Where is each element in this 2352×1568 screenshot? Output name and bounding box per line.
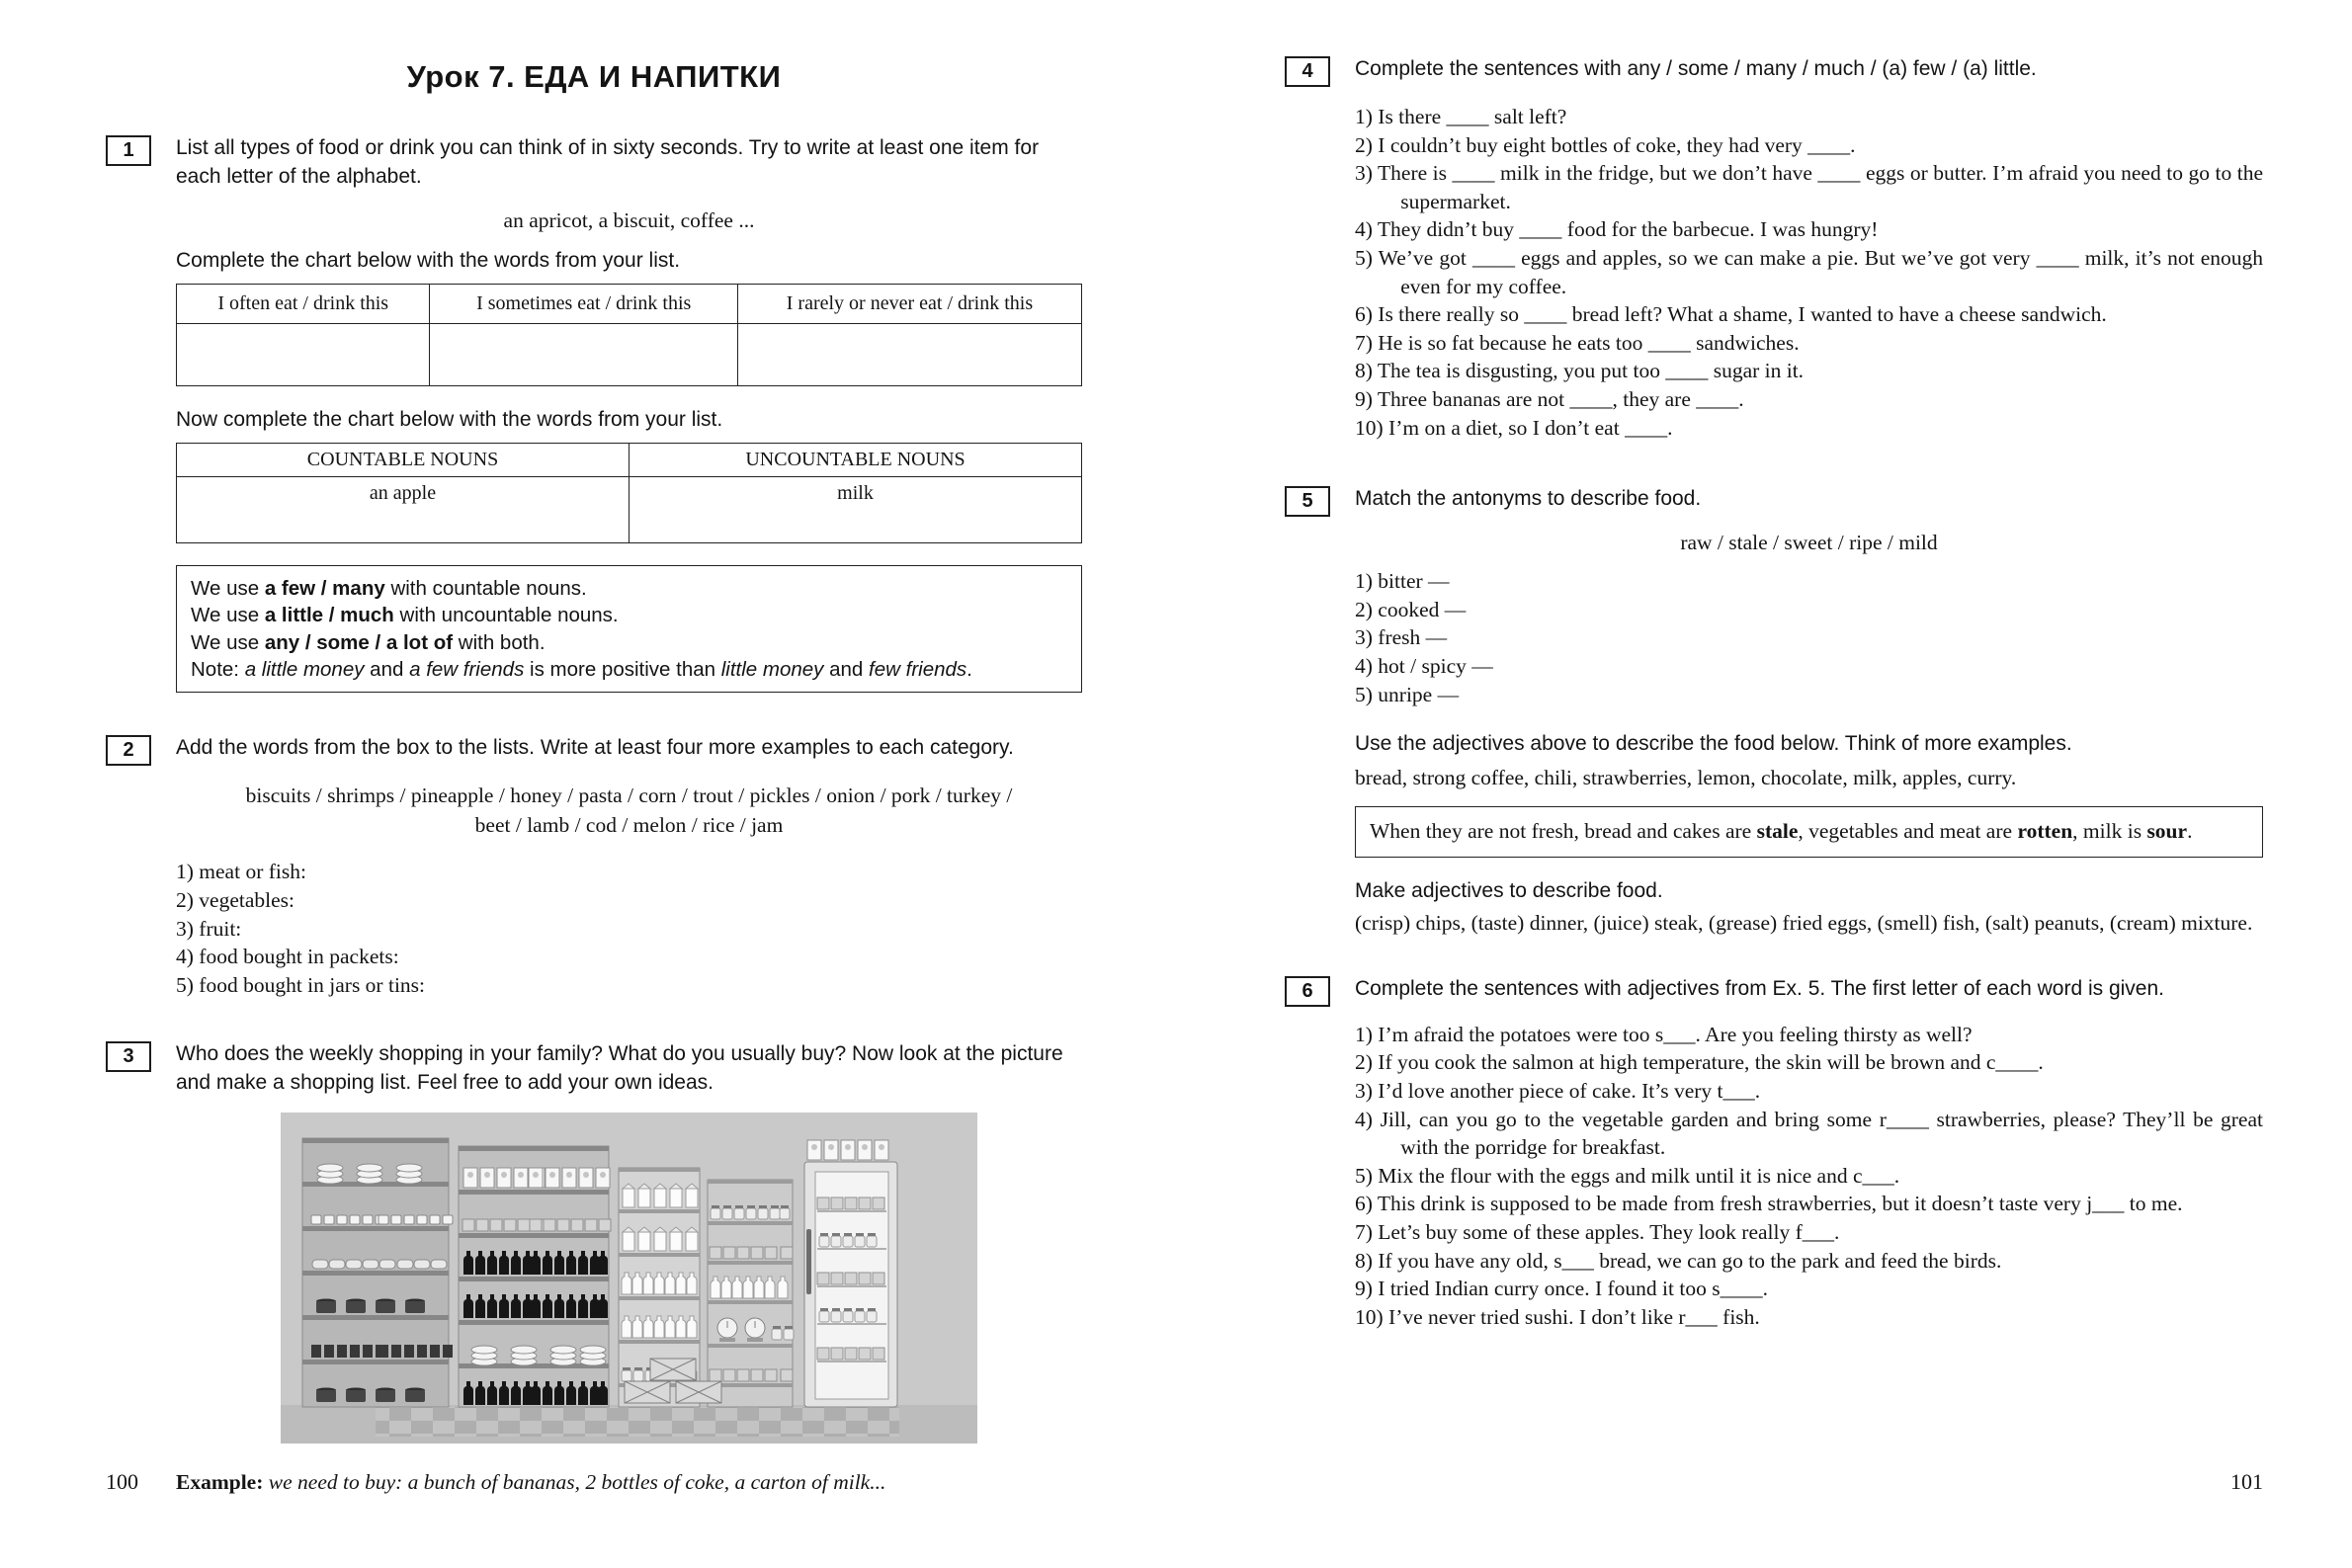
- vocabulary-note-box: [1355, 806, 2263, 858]
- fridge-unit: [804, 1140, 897, 1407]
- antonym-item: 3) fresh —: [1355, 625, 1448, 650]
- exercise-1-example: an apricot, a biscuit, coffee ...: [503, 208, 755, 233]
- grammar-rule-box: [176, 565, 1082, 693]
- exercise-5-word-line: raw / stale / sweet / ripe / mild: [1680, 531, 1938, 555]
- exercise-2-instruction: Add the words from the box to the lists. Write at least four more examples to each category.: [176, 736, 1014, 760]
- rule-line-note: Note: a little money and a few friends is more positive than little money and few friends.: [191, 657, 972, 681]
- frequency-chart-empty-row: [177, 324, 1082, 386]
- bottle-shelf-unit: [459, 1146, 611, 1407]
- sentence-item: 8) If you have any old, s___ bread, we can go to the park and feed the birds.: [1355, 1248, 2002, 1273]
- frequency-chart-header-sometimes: I sometimes eat / drink this: [430, 285, 737, 324]
- exercise-2-category-list: [176, 858, 1082, 999]
- exercise-5-make-line: (crisp) chips, (taste) dinner, (juice) steak, (grease) fried eggs, (smell) fish, (salt) peanuts, (cream) mixture.: [1355, 910, 2253, 935]
- nouns-chart-header-row: [177, 444, 1082, 477]
- exercise-4-sentences: [1355, 103, 2263, 442]
- chart1-caption: Complete the chart below with the words from your list.: [176, 249, 681, 273]
- rule-line-both: We use any / some / a lot of with both.: [191, 630, 546, 654]
- dishware-shelf-unit: [302, 1138, 453, 1407]
- exercise-6-sentences: [1355, 1021, 2263, 1332]
- sentence-item: 7) He is so fat because he eats too ____ sandwiches.: [1355, 330, 1800, 355]
- category-item: 4) food bought in packets:: [176, 945, 399, 969]
- sentence-item: 5) We’ve got ____ eggs and apples, so we can make a pie. But we’ve got very ____ milk, it’s not enough even for my coffee.: [1355, 245, 2263, 298]
- exercise-5-make-instruction: Make adjectives to describe food.: [1355, 878, 1663, 902]
- exercise-2-number-badge: 2: [106, 735, 151, 766]
- exercise-5-food-line: bread, strong coffee, chili, strawberries, lemon, chocolate, milk, apples, curry.: [1355, 766, 2017, 790]
- exercise-2-content: [176, 782, 1082, 999]
- sentence-item: 7) Let’s buy some of these apples. They look really f___.: [1355, 1219, 1840, 1244]
- example-label: Example:: [176, 1470, 264, 1495]
- sentence-item: 4) Jill, can you go to the vegetable garden and bring some r____ strawberries, please? They’ll be great with the porridge for breakfast.: [1355, 1107, 2263, 1160]
- exercise-1-header: [106, 134, 1082, 191]
- exercise-5: [1285, 485, 2263, 936]
- exercise-5-antonym-list: [1355, 567, 2263, 708]
- sentence-item: 10) I’m on a diet, so I don’t eat ____.: [1355, 415, 1673, 440]
- exercise-1-number-badge: 1: [106, 135, 151, 166]
- exercise-4-number-badge: 4: [1285, 56, 1330, 87]
- category-item: 3) fruit:: [176, 916, 242, 941]
- sentence-item: 9) Three bananas are not ____, they are ____.: [1355, 386, 1744, 411]
- exercise-4-instruction: Complete the sentences with any / some / many / much / (a) few / (a) little.: [1355, 57, 2037, 80]
- exercise-3: [106, 1040, 1082, 1495]
- sentence-item: 1) I’m afraid the potatoes were too s___. Are you feeling thirsty as well?: [1355, 1022, 1973, 1046]
- antonym-item: 2) cooked —: [1355, 597, 1467, 621]
- lesson-title: Урок 7. ЕДА И НАПИТКИ: [406, 59, 782, 94]
- page-number-left: 100: [106, 1469, 138, 1494]
- chart2-caption: Now complete the chart below with the words from your list.: [176, 408, 723, 432]
- sentence-item: 3) I’d love another piece of cake. It’s very t___.: [1355, 1078, 1761, 1103]
- rule-line-countable: We use a few / many with countable nouns.: [191, 577, 587, 601]
- antonym-item: 5) unripe —: [1355, 682, 1460, 706]
- exercise-6-header: [1285, 975, 2263, 1007]
- exercise-2-word-box: biscuits / shrimps / pineapple / honey / pasta / corn / trout / pickles / onion / pork / turkey / beet / lamb / cod / melon / rice / jam: [245, 784, 1013, 837]
- exercise-6-number-badge: 6: [1285, 976, 1330, 1007]
- page-101: [1176, 0, 2352, 1568]
- antonym-item: 1) bitter —: [1355, 569, 1450, 594]
- exercise-2: [106, 734, 1082, 999]
- sentence-item: 9) I tried Indian curry once. I found it too s____.: [1355, 1277, 1768, 1301]
- sentence-item: 4) They didn’t buy ____ food for the barbecue. I was hungry!: [1355, 217, 1879, 242]
- sentence-item: 2) I couldn’t buy eight bottles of coke, they had very ____.: [1355, 132, 1856, 157]
- frequency-chart-empty-cell: [430, 324, 737, 386]
- nouns-chart: [176, 443, 1082, 543]
- sentence-item: 6) This drink is supposed to be made from fresh strawberries, but it doesn’t taste very j___ to me.: [1355, 1192, 2183, 1216]
- sentence-item: 10) I’ve never tried sushi. I don’t like r___ fish.: [1355, 1304, 1760, 1329]
- nouns-chart-data-row: [177, 477, 1082, 543]
- exercise-3-number-badge: 3: [106, 1041, 151, 1072]
- frequency-chart-header-often: I often eat / drink this: [177, 285, 430, 324]
- exercise-5-number-badge: 5: [1285, 486, 1330, 517]
- supermarket-illustration: [281, 1113, 977, 1444]
- exercise-6-instruction: Complete the sentences with adjectives from Ex. 5. The first letter of each word is given.: [1355, 976, 2164, 1000]
- frequency-chart-empty-cell: [737, 324, 1081, 386]
- nouns-chart-header-uncountable: UNCOUNTABLE NOUNS: [630, 444, 1082, 477]
- frequency-chart: [176, 284, 1082, 386]
- exercise-1-instruction: List all types of food or drink you can think of in sixty seconds. Try to write at least one item for each letter of the alphabet.: [176, 136, 1040, 188]
- frequency-chart-header-row: [177, 285, 1082, 324]
- exercise-5-use-instruction: Use the adjectives above to describe the food below. Think of more examples.: [1355, 732, 2072, 756]
- exercise-4-header: [1285, 55, 2263, 87]
- frequency-chart-header-rarely: I rarely or never eat / drink this: [737, 285, 1081, 324]
- exercise-3-instruction: Who does the weekly shopping in your family? What do you usually buy? Now look at the picture and make a shopping list. Feel free to add your own ideas.: [176, 1042, 1063, 1094]
- category-item: 5) food bought in jars or tins:: [176, 972, 426, 997]
- exercise-3-example: [176, 1470, 1082, 1495]
- frequency-chart-empty-cell: [177, 324, 430, 386]
- exercise-1-content: [176, 208, 1082, 693]
- sentence-item: 2) If you cook the salmon at high temperature, the skin will be brown and c____.: [1355, 1050, 2044, 1075]
- vocabulary-note-text: When they are not fresh, bread and cakes are stale, vegetables and meat are rotten, milk is sour.: [1370, 819, 2193, 844]
- exercise-3-header: [106, 1040, 1082, 1097]
- exercise-5-instruction: Match the antonyms to describe food.: [1355, 487, 1702, 511]
- exercise-3-content: [176, 1113, 1082, 1495]
- category-item: 1) meat or fish:: [176, 860, 306, 884]
- exercise-2-header: [106, 734, 1082, 766]
- sentence-item: 3) There is ____ milk in the fridge, but we don’t have ____ eggs or butter. I’m afraid you need to go to the supermarket.: [1355, 161, 2263, 213]
- rule-line-uncountable: We use a little / much with uncountable nouns.: [191, 604, 619, 627]
- floor-tiles: [376, 1407, 899, 1437]
- exercise-1: [106, 134, 1082, 693]
- picture-container: [176, 1113, 1082, 1448]
- exercise-6: [1285, 975, 2263, 1332]
- sentence-item: 1) Is there ____ salt left?: [1355, 105, 1567, 128]
- sentence-item: 8) The tea is disgusting, you put too ____ sugar in it.: [1355, 359, 1805, 383]
- exercise-5-header: [1285, 485, 2263, 517]
- grocery-shelf-unit: [708, 1180, 794, 1407]
- exercise-4: [1285, 55, 2263, 442]
- exercise-5-content: [1355, 531, 2263, 936]
- nouns-chart-cell-uncountable: milk: [630, 477, 1082, 543]
- page-number-right: 101: [2230, 1469, 2263, 1494]
- example-text: we need to buy: a bunch of bananas, 2 bottles of coke, a carton of milk...: [263, 1470, 886, 1495]
- exercise-4-content: [1355, 103, 2263, 442]
- nouns-chart-header-countable: COUNTABLE NOUNS: [177, 444, 630, 477]
- exercise-6-content: [1355, 1021, 2263, 1332]
- category-item: 2) vegetables:: [176, 888, 294, 912]
- antonym-item: 4) hot / spicy —: [1355, 653, 1493, 678]
- nouns-chart-cell-countable: an apple: [177, 477, 630, 543]
- sentence-item: 5) Mix the flour with the eggs and milk until it is nice and c___.: [1355, 1163, 1900, 1188]
- sentence-item: 6) Is there really so ____ bread left? What a shame, I wanted to have a cheese sandwich.: [1355, 302, 2107, 327]
